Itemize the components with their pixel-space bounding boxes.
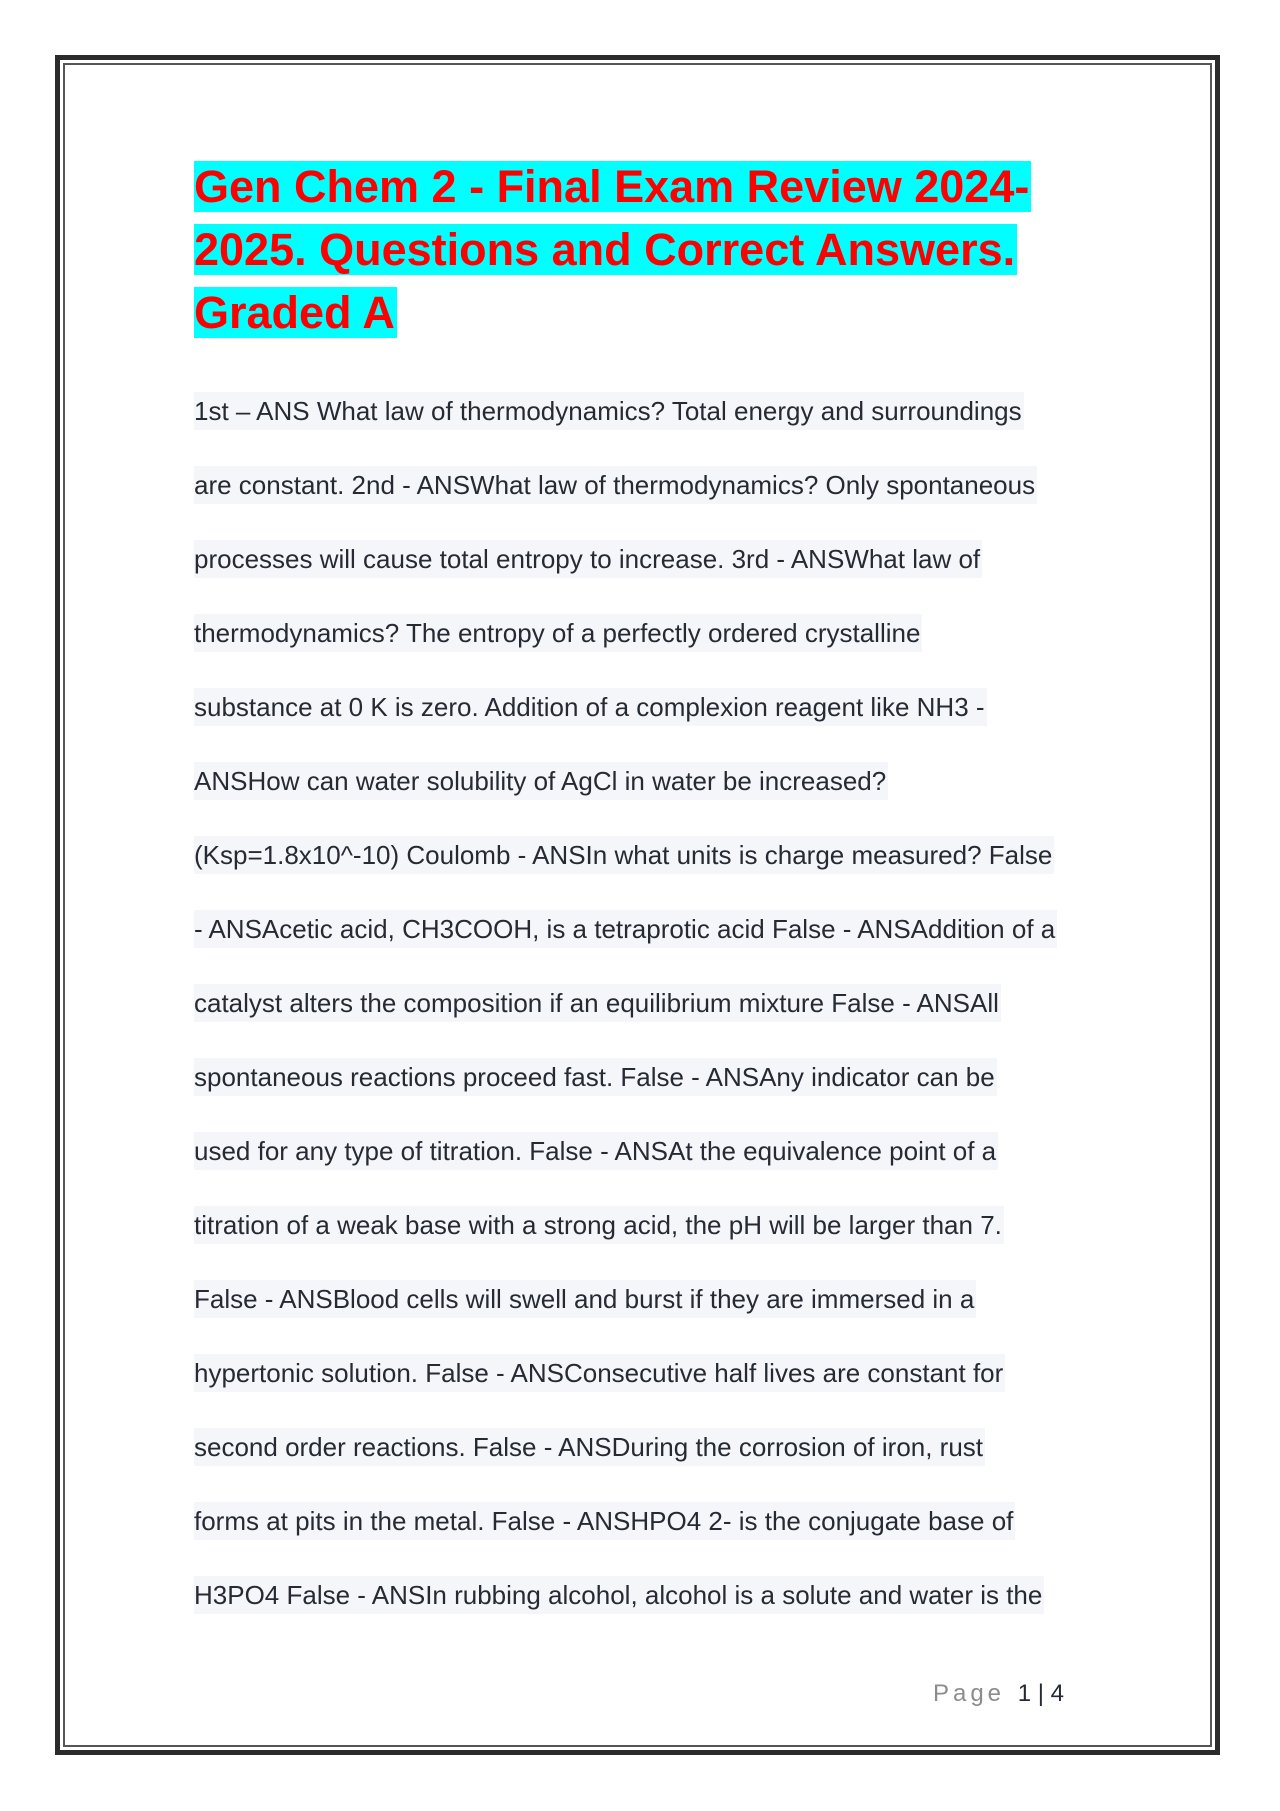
page-number [933, 1680, 1064, 1708]
body-line [194, 392, 1114, 466]
body-line [194, 1354, 1114, 1428]
title-line-3: Graded A [194, 287, 395, 338]
body-line-text: H3PO4 False - ANSIn rubbing alcohol, alcohol is a solute and water is the [194, 1576, 1044, 1614]
body-line-text: processes will cause total entropy to increase. 3rd - ANSWhat law of [194, 540, 982, 578]
body-line-text: substance at 0 K is zero. Addition of a complexion reagent like NH3 - [194, 688, 987, 726]
body-line [194, 466, 1114, 540]
body-line [194, 1132, 1114, 1206]
document-title [194, 155, 1094, 344]
body-line [194, 984, 1114, 1058]
body-line-text: (Ksp=1.8x10^-10) Coulomb - ANSIn what units is charge measured? False [194, 836, 1054, 874]
body-line-text: forms at pits in the metal. False - ANSHPO4 2- is the conjugate base of [194, 1502, 1015, 1540]
body-line [194, 1428, 1114, 1502]
body-line [194, 1206, 1114, 1280]
body-line-text: titration of a weak base with a strong acid, the pH will be larger than 7. [194, 1206, 1004, 1244]
body-line [194, 688, 1114, 762]
body-line-text: ANSHow can water solubility of AgCl in water be increased? [194, 762, 888, 800]
body-line-text: thermodynamics? The entropy of a perfectly ordered crystalline [194, 614, 922, 652]
body-line-text: are constant. 2nd - ANSWhat law of thermodynamics? Only spontaneous [194, 466, 1037, 504]
body-line [194, 614, 1114, 688]
body-line-text: False - ANSBlood cells will swell and burst if they are immersed in a [194, 1280, 976, 1318]
body-line [194, 1058, 1114, 1132]
body-line [194, 1502, 1114, 1576]
body-line [194, 762, 1114, 836]
body-line-text: hypertonic solution. False - ANSConsecutive half lives are constant for [194, 1354, 1005, 1392]
page-label: Page [932, 1680, 1006, 1707]
title-line-2: 2025. Questions and Correct Answers. [194, 224, 1016, 275]
total-pages: 4 [1050, 1680, 1064, 1707]
body-line [194, 1576, 1114, 1650]
body-line-text: spontaneous reactions proceed fast. False - ANSAny indicator can be [194, 1058, 997, 1096]
body-line-text: second order reactions. False - ANSDuring the corrosion of iron, rust [194, 1428, 985, 1466]
body-line [194, 1280, 1114, 1354]
page-separator: | [1037, 1680, 1044, 1707]
body-line-text: - ANSAcetic acid, CH3COOH, is a tetraprotic acid False - ANSAddition of a [194, 910, 1057, 948]
body-line-text: 1st – ANS What law of thermodynamics? Total energy and surroundings [194, 392, 1024, 430]
body-line-text: used for any type of titration. False - ANSAt the equivalence point of a [194, 1132, 998, 1170]
current-page: 1 [1017, 1680, 1032, 1707]
title-line-1: Gen Chem 2 - Final Exam Review 2024- [194, 161, 1030, 212]
body-line [194, 540, 1114, 614]
body-line-text: catalyst alters the composition if an equilibrium mixture False - ANSAll [194, 984, 1001, 1022]
body-line [194, 910, 1114, 984]
body-line [194, 836, 1114, 910]
document-body [194, 392, 1114, 1650]
